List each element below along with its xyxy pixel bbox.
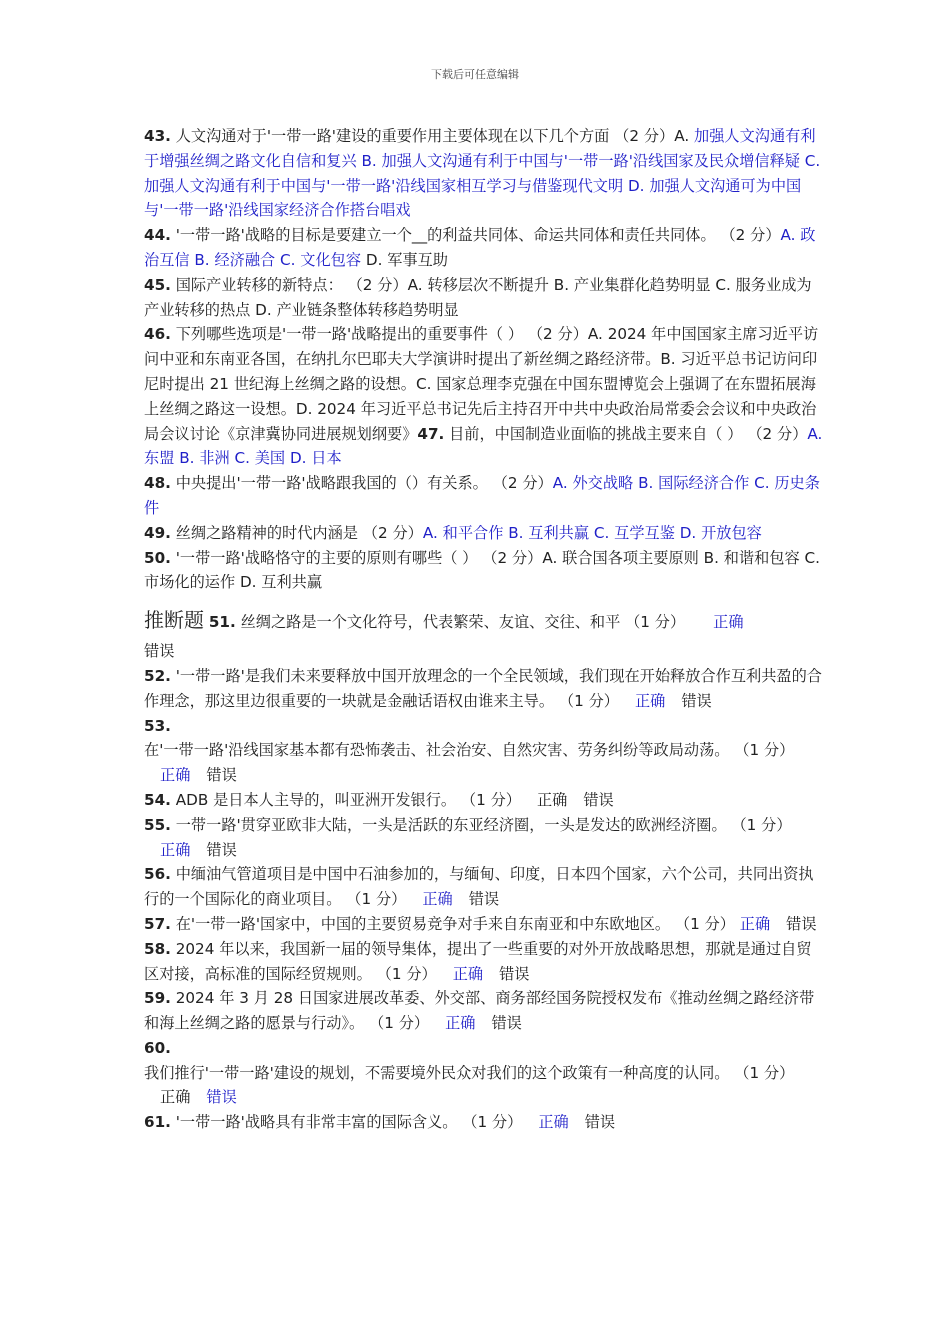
option-wrong[interactable]: 错误 (206, 766, 237, 785)
option-correct[interactable]: 正确 (452, 964, 484, 983)
question-49 (144, 521, 824, 546)
question-text: 一带一路'贯穿亚欧非大陆，一头是活跃的东亚经济圈，一头是发达的欧洲经济圈。 （1 分） (175, 815, 792, 834)
option-wrong[interactable]: 错误 (206, 840, 237, 859)
question-text: ADB 是日本人主导的，叫亚洲开发银行。 （1 分） (175, 790, 521, 809)
question-text: '一带一路'战略具有非常丰富的国际含义。 （1 分） (175, 1113, 523, 1132)
question-number: 45. (144, 275, 171, 294)
option-correct[interactable]: 正确 (536, 790, 568, 809)
question-51-wrong (144, 639, 824, 664)
question-44 (144, 223, 824, 273)
question-number: 54. (144, 790, 171, 809)
question-43 (144, 124, 824, 223)
question-56 (144, 862, 824, 912)
question-answer: A. 和平合作 B. 互利共赢 C. 互学互鉴 D. 开放包容 (422, 523, 762, 542)
question-answer: A. 政治互信 B. 经济融合 C. 文化包容 (144, 226, 816, 269)
question-number: 50. (144, 548, 171, 567)
question-text: 下列哪些选项是'一带一路'战略提出的重要事件（ ） （2 分）A. 2024 年中国国家主席习近平访问中亚和东南亚各国，在纳扎尔巴耶夫大学演讲时提出了新丝绸之路经济带。B. 习近平总书记访问印尼时提出 21 世纪海上丝绸之路的设想。C. 国家总理李克强在中国东盟博览会上强调了在东盟拓展海上丝绸之路这一设想。D. 2024 年习近平总书记先后主持召开中共中央政治局常委会会议和中央政治局会议讨论《京津冀协同进展规划纲要》 (144, 325, 819, 443)
question-number: 58. (144, 939, 171, 958)
option-wrong[interactable]: 错误 (584, 1113, 616, 1132)
question-text: 丝绸之路是一个文化符号，代表繁荣、友谊、交往、和平 （1 分） (240, 613, 686, 632)
question-number: 49. (144, 523, 171, 542)
question-58 (144, 937, 824, 987)
question-text: 丝绸之路精神的时代内涵是 （2 分） (175, 523, 423, 542)
option-wrong[interactable]: 错误 (583, 790, 614, 809)
option-correct[interactable]: 正确 (160, 840, 191, 859)
question-number: 60. (144, 1038, 171, 1057)
question-answer: A. 外交战略 B. 国际经济合作 C. 历史条件 (144, 474, 820, 517)
question-45 (144, 273, 824, 323)
option-wrong[interactable]: 错误 (468, 890, 500, 909)
question-55 (144, 813, 824, 863)
question-51 (144, 605, 824, 635)
question-text: 2024 年 3 月 28 日国家进展改革委、外交部、商务部经国务院授权发布《推动丝绸之路经济带和海上丝绸之路的愿景与行动》。 （1 分） (144, 989, 815, 1033)
option-wrong[interactable]: 错误 (144, 642, 175, 661)
question-59 (144, 986, 824, 1036)
option-wrong[interactable]: 错误 (786, 914, 817, 933)
question-60 (144, 1036, 824, 1110)
question-number: 48. (144, 474, 171, 493)
question-text: 中缅油气管道项目是中国中石油参加的，与缅甸、印度，日本四个国家，六个公司，共同出资执行的一个国际化的商业项目。 （1 分） (144, 865, 814, 909)
question-number: 61. (144, 1113, 171, 1132)
question-number: 44. (144, 226, 171, 245)
option-wrong[interactable]: 错误 (491, 1014, 522, 1033)
section-title: 推断题 (144, 608, 204, 633)
question-number: 47. (417, 424, 445, 443)
question-text: '一带一路'是我们未来要释放中国开放理念的一个全民领域，我们现在开始释放合作互利共盈的合作理念，那这里边很重要的一块就是金融话语权由谁来主导。 （1 分） (144, 666, 822, 710)
option-correct[interactable]: 正确 (713, 613, 744, 632)
question-52 (144, 664, 824, 714)
option-correct[interactable]: 正确 (160, 766, 191, 785)
question-number: 53. (144, 716, 171, 735)
option-wrong[interactable]: 错误 (681, 691, 712, 710)
option-wrong[interactable]: 错误 (206, 1088, 237, 1107)
option-correct[interactable]: 正确 (422, 890, 453, 909)
question-number: 57. (144, 914, 171, 933)
question-number: 51. (208, 613, 236, 632)
question-46 (144, 322, 824, 471)
question-text: 我们推行'一带一路'建设的规划，不需要境外民众对我们的这个政策有一种高度的认同。 （1 分） (144, 1063, 795, 1082)
option-correct[interactable]: 正确 (634, 691, 666, 710)
question-text: '一带一路'战略的目标是要建立一个__的利益共同体、命运共同体和责任共同体。 （2 分） (175, 226, 781, 245)
question-number: 46. (144, 325, 171, 344)
question-text: 人文沟通对于'一带一路'建设的重要作用主要体现在以下几个方面 （2 分）A. (175, 127, 690, 145)
question-number: 55. (144, 815, 171, 834)
question-answer: 加强人文沟通有利于增强丝绸之路文化自信和复兴 B. 加强人文沟通有利于中国与'一带一路'沿线国家及民众增信释疑 C. 加强人文沟通有利于中国与'一带一路'沿线国家相互学习与借鉴现代文明 D. 加强人文沟通可为中国与'一带一路'沿线国家经济合作搭台唱戏 (144, 127, 821, 220)
question-text: '一带一路'战略恪守的主要的原则有哪些（ ） （2 分）A. 联合国各项主要原则 B. 和谐和包容 C. 市场化的运作 D. 互利共赢 (144, 548, 820, 592)
question-number: 59. (144, 989, 171, 1008)
question-number: 56. (144, 865, 171, 884)
page-header: 下载后可任意编辑 (431, 68, 519, 81)
question-54 (144, 788, 824, 813)
question-text: 国际产业转移的新特点： （2 分）A. 转移层次不断提升 B. 产业集群化趋势明显 C. 服务业成为产业转移的热点 D. 产业链条整体转移趋势明显 (144, 275, 812, 319)
question-text: 在'一带一路'国家中，中国的主要贸易竞争对手来自东南亚和中东欧地区。 （1 分） (175, 914, 735, 933)
question-text: 目前，中国制造业面临的挑战主要来自（ ） （2 分） (449, 424, 808, 443)
question-number: 52. (144, 666, 171, 685)
question-number: 43. (144, 127, 171, 145)
option-correct[interactable]: 正确 (445, 1014, 476, 1033)
question-text-rest: D. 军事互助 (365, 250, 448, 269)
option-correct[interactable]: 正确 (739, 914, 771, 933)
question-50 (144, 546, 824, 596)
question-answer: A. 东盟 B. 非洲 C. 美国 D. 日本 (144, 424, 823, 468)
question-text: 2024 年以来，我国新一届的领导集体，提出了一些重要的对外开放战略思想，那就是通过自贸区对接，高标准的国际经贸规则。 （1 分） (144, 939, 812, 983)
option-wrong[interactable]: 错误 (499, 964, 530, 983)
question-48 (144, 471, 824, 521)
question-text: 中央提出'一带一路'战略跟我国的（）有关系。 （2 分） (175, 474, 553, 493)
question-list (144, 124, 824, 1135)
question-text: 在'一带一路'沿线国家基本都有恐怖袭击、社会治安、自然灾害、劳务纠纷等政局动荡。 （1 分） (144, 741, 795, 760)
option-correct[interactable]: 正确 (538, 1113, 569, 1132)
option-correct[interactable]: 正确 (160, 1088, 191, 1107)
question-61 (144, 1110, 824, 1135)
question-57 (144, 912, 824, 937)
question-53 (144, 714, 824, 788)
